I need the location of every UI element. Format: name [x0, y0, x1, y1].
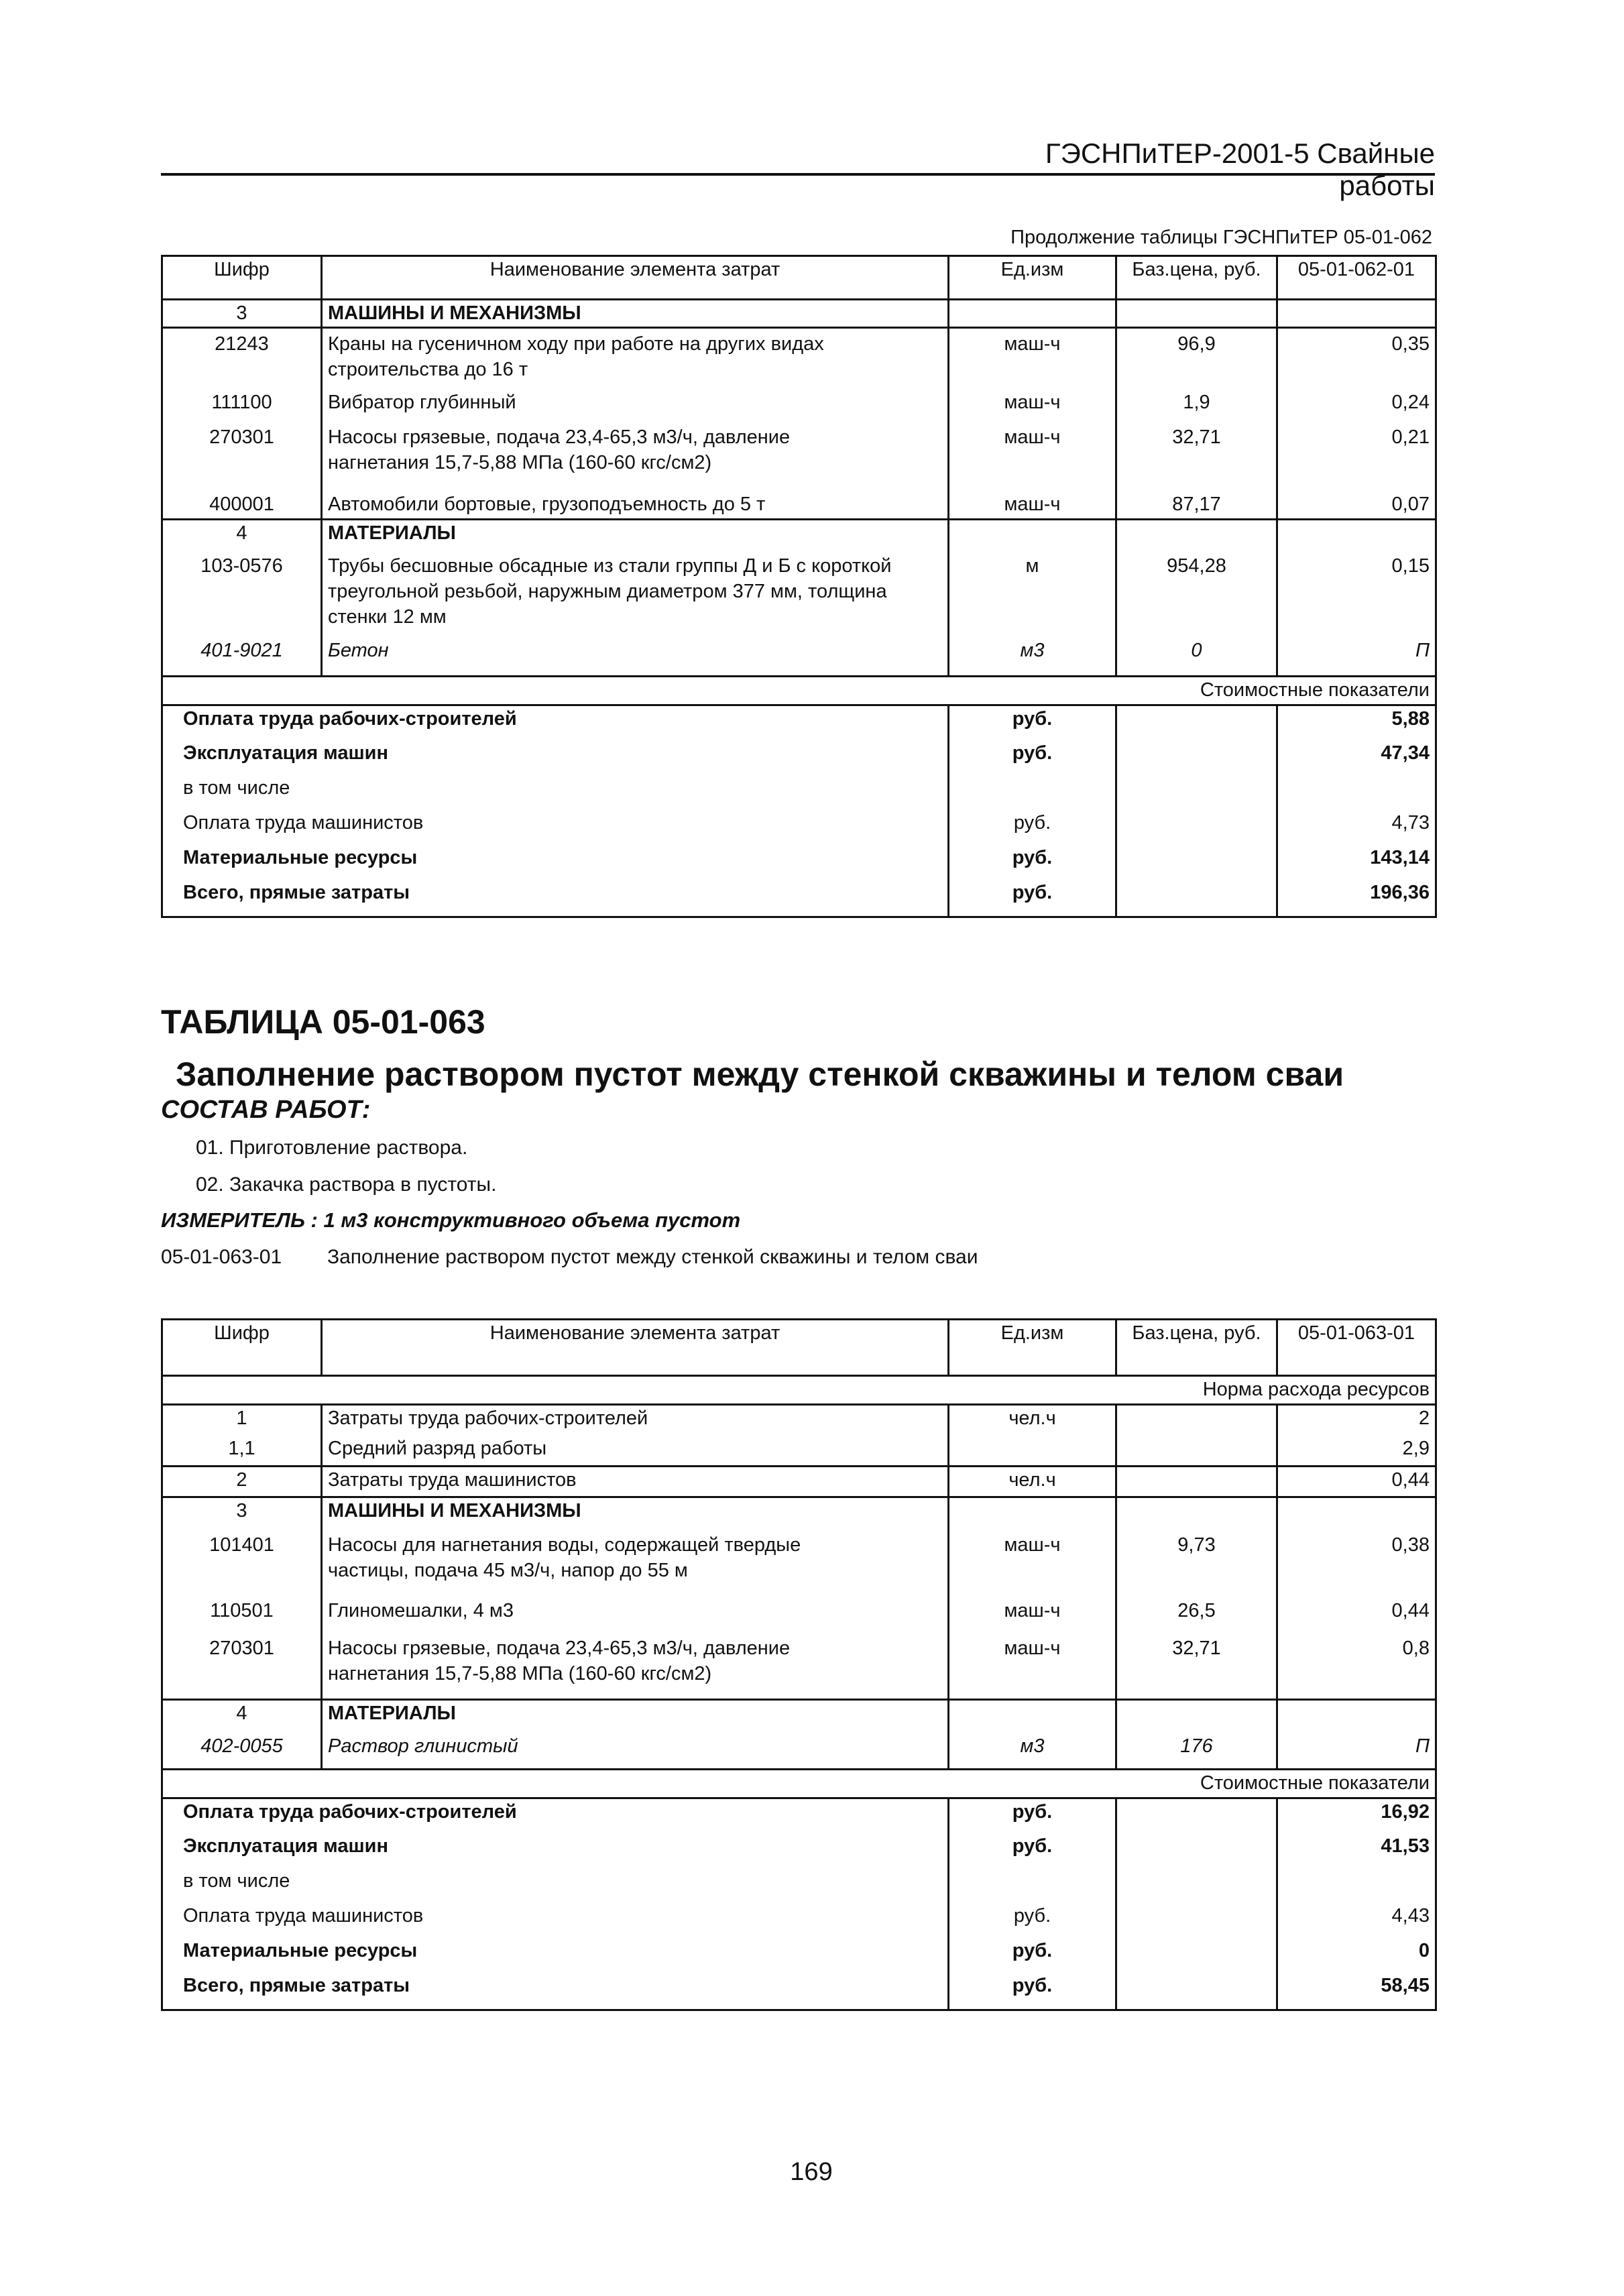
table-row	[162, 1526, 1436, 1598]
cost-unit: руб.	[949, 1833, 1116, 1868]
cost-value	[1277, 1868, 1436, 1903]
row-value: 0,38	[1277, 1526, 1436, 1598]
row-price: 1,9	[1116, 390, 1277, 424]
row-name: Краны на гусеничном ходу при работе на других видах строительства до 16 т	[322, 328, 949, 390]
row-unit: маш-ч	[949, 1635, 1116, 1700]
row-code: 21243	[162, 328, 322, 390]
cost-price	[1116, 845, 1277, 880]
cost-row	[162, 1798, 1436, 1833]
header-rule	[161, 173, 1435, 176]
row-code: 3	[162, 1497, 322, 1526]
cost-banner: Стоимостные показатели	[162, 677, 1436, 705]
cost-label: Оплата труда машинистов	[162, 1903, 949, 1938]
col-unit-header: Ед.изм	[949, 1320, 1116, 1376]
cost-price	[1116, 1833, 1277, 1868]
cost-row	[162, 1938, 1436, 1973]
cost-unit: руб.	[949, 1938, 1116, 1973]
cost-value: 41,53	[1277, 1833, 1436, 1868]
row-name: Раствор глинистый	[322, 1733, 949, 1770]
cost-label: в том числе	[162, 775, 949, 810]
row-value	[1277, 1700, 1436, 1733]
cost-unit: руб.	[949, 740, 1116, 775]
row-price	[1116, 300, 1277, 328]
table-header-row	[162, 256, 1436, 300]
row-unit: м3	[949, 1733, 1116, 1770]
row-name: Трубы бесшовные обсадные из стали группы Д и Б с короткой треугольной резьбой, наружным диаметром 377 мм, толщина стенки 12 мм	[322, 548, 949, 638]
row-price: 26,5	[1116, 1598, 1277, 1635]
row-name: Вибратор глубинный	[322, 390, 949, 424]
cost-unit	[949, 775, 1116, 810]
cost-row	[162, 1868, 1436, 1903]
row-value	[1277, 300, 1436, 328]
row-unit	[949, 1497, 1116, 1526]
row-code: 1,1	[162, 1436, 322, 1467]
row-price	[1116, 1405, 1277, 1436]
row-code: 101401	[162, 1526, 322, 1598]
table-row	[162, 638, 1436, 677]
row-price: 87,17	[1116, 492, 1277, 520]
row-unit: маш-ч	[949, 1526, 1116, 1598]
row-code: 111100	[162, 390, 322, 424]
row-value: П	[1277, 638, 1436, 677]
measure-unit: ИЗМЕРИТЕЛЬ : 1 м3 конструктивного объема пустот	[161, 1208, 741, 1232]
row-unit: маш-ч	[949, 492, 1116, 520]
table-header-row	[162, 1320, 1436, 1376]
row-code: 4	[162, 1700, 322, 1733]
row-price	[1116, 1700, 1277, 1733]
running-header: ГЭСНПиТЕР-2001-5 Свайные работы	[1045, 137, 1435, 201]
cost-price	[1116, 740, 1277, 775]
cost-label: Оплата труда машинистов	[162, 810, 949, 845]
cost-value: 47,34	[1277, 740, 1436, 775]
cost-value: 4,43	[1277, 1903, 1436, 1938]
row-name: Затраты труда машинистов	[322, 1467, 949, 1497]
cost-unit: руб.	[949, 1798, 1116, 1833]
table-row	[162, 548, 1436, 638]
cost-value: 16,92	[1277, 1798, 1436, 1833]
row-value: 0,44	[1277, 1598, 1436, 1635]
norm-description: Заполнение раствором пустот между стенкой скважины и телом сваи	[327, 1246, 978, 1268]
table-title: ТАБЛИЦА 05-01-063	[161, 1003, 485, 1041]
table-row	[162, 1733, 1436, 1770]
row-name: Насосы для нагнетания воды, содержащей твердые частицы, подача 45 м3/ч, напор до 55 м	[322, 1526, 949, 1598]
row-code: 1	[162, 1405, 322, 1436]
row-price: 96,9	[1116, 328, 1277, 390]
row-code: 2	[162, 1467, 322, 1497]
work-composition-heading: СОСТАВ РАБОТ:	[161, 1096, 371, 1124]
row-price: 9,73	[1116, 1526, 1277, 1598]
row-name: МАТЕРИАЛЫ	[322, 520, 949, 548]
cost-row	[162, 740, 1436, 775]
cost-value: 58,45	[1277, 1973, 1436, 2010]
col-name-header: Наименование элемента затрат	[322, 1320, 949, 1376]
table-row	[162, 1635, 1436, 1700]
cost-row	[162, 1903, 1436, 1938]
row-code: 402-0055	[162, 1733, 322, 1770]
row-price	[1116, 1497, 1277, 1526]
row-unit	[949, 1436, 1116, 1467]
cost-unit: руб.	[949, 1903, 1116, 1938]
col-code-header: Шифр	[162, 256, 322, 300]
cost-label: Материальные ресурсы	[162, 1938, 949, 1973]
row-name: Глиномешалки, 4 м3	[322, 1598, 949, 1635]
cost-label: Материальные ресурсы	[162, 845, 949, 880]
row-value: 0,07	[1277, 492, 1436, 520]
norm-banner: Норма расхода ресурсов	[162, 1376, 1436, 1405]
cost-banner-row	[162, 1770, 1436, 1798]
col-norm-header: 05-01-062-01	[1277, 256, 1436, 300]
cost-price	[1116, 1973, 1277, 2010]
row-price: 0	[1116, 638, 1277, 677]
cost-label: Эксплуатация машин	[162, 740, 949, 775]
cost-label: в том числе	[162, 1868, 949, 1903]
row-code: 400001	[162, 492, 322, 520]
table-05-01-063	[161, 1318, 1437, 2011]
row-price	[1116, 1467, 1277, 1497]
row-value	[1277, 520, 1436, 548]
cost-row	[162, 1833, 1436, 1868]
row-value: П	[1277, 1733, 1436, 1770]
cost-unit: руб.	[949, 880, 1116, 917]
table-row	[162, 390, 1436, 424]
col-code-header: Шифр	[162, 1320, 322, 1376]
row-name: МАШИНЫ И МЕХАНИЗМЫ	[322, 1497, 949, 1526]
table-row	[162, 1598, 1436, 1635]
row-unit: маш-ч	[949, 424, 1116, 492]
cost-unit: руб.	[949, 845, 1116, 880]
work-item: 02. Закачка раствора в пустоты.	[196, 1173, 497, 1196]
cost-value: 143,14	[1277, 845, 1436, 880]
row-unit: м	[949, 548, 1116, 638]
row-value: 2,9	[1277, 1436, 1436, 1467]
row-name: Средний разряд работы	[322, 1436, 949, 1467]
row-price: 954,28	[1116, 548, 1277, 638]
cost-value: 4,73	[1277, 810, 1436, 845]
row-code: 270301	[162, 424, 322, 492]
row-value: 0,35	[1277, 328, 1436, 390]
cost-price	[1116, 1868, 1277, 1903]
row-value: 0,44	[1277, 1467, 1436, 1497]
norm-code: 05-01-063-01	[161, 1246, 282, 1268]
row-unit	[949, 300, 1116, 328]
row-price: 176	[1116, 1733, 1277, 1770]
cost-value: 5,88	[1277, 705, 1436, 740]
table-row	[162, 300, 1436, 328]
table-row	[162, 424, 1436, 492]
row-code: 401-9021	[162, 638, 322, 677]
row-name: Затраты труда рабочих-строителей	[322, 1405, 949, 1436]
cost-price	[1116, 1903, 1277, 1938]
cost-unit: руб.	[949, 1973, 1116, 2010]
row-price	[1116, 1436, 1277, 1467]
cost-label: Оплата труда рабочих-строителей	[162, 705, 949, 740]
row-unit	[949, 520, 1116, 548]
cost-label: Всего, прямые затраты	[162, 880, 949, 917]
cost-value	[1277, 775, 1436, 810]
norm-banner-row	[162, 1376, 1436, 1405]
cost-price	[1116, 1798, 1277, 1833]
row-unit: чел.ч	[949, 1405, 1116, 1436]
table-row	[162, 1700, 1436, 1733]
cost-row	[162, 845, 1436, 880]
cost-value: 0	[1277, 1938, 1436, 1973]
table-row	[162, 1405, 1436, 1436]
row-name: Бетон	[322, 638, 949, 677]
table-row	[162, 1467, 1436, 1497]
cost-price	[1116, 810, 1277, 845]
table-subtitle: Заполнение раствором пустот между стенкой скважины и телом сваи	[176, 1055, 1344, 1093]
col-price-header: Баз.цена, руб.	[1116, 256, 1277, 300]
row-name: МАТЕРИАЛЫ	[322, 1700, 949, 1733]
row-code: 270301	[162, 1635, 322, 1700]
row-name: Автомобили бортовые, грузоподъемность до 5 т	[322, 492, 949, 520]
row-value: 2	[1277, 1405, 1436, 1436]
row-code: 103-0576	[162, 548, 322, 638]
cost-unit: руб.	[949, 810, 1116, 845]
cost-unit	[949, 1868, 1116, 1903]
page-number: 169	[790, 2158, 833, 2186]
cost-banner-row	[162, 677, 1436, 705]
row-name: Насосы грязевые, подача 23,4-65,3 м3/ч, давление нагнетания 15,7-5,88 МПа (160-60 кгс/см2)	[322, 1635, 949, 1700]
col-name-header: Наименование элемента затрат	[322, 256, 949, 300]
cost-price	[1116, 775, 1277, 810]
cost-row	[162, 775, 1436, 810]
row-price: 32,71	[1116, 1635, 1277, 1700]
cost-price	[1116, 880, 1277, 917]
row-unit: маш-ч	[949, 390, 1116, 424]
table-05-01-062	[161, 255, 1437, 918]
row-code: 3	[162, 300, 322, 328]
table-row	[162, 520, 1436, 548]
row-unit: маш-ч	[949, 328, 1116, 390]
cost-value: 196,36	[1277, 880, 1436, 917]
row-value: 0,8	[1277, 1635, 1436, 1700]
row-value: 0,24	[1277, 390, 1436, 424]
col-norm-header: 05-01-063-01	[1277, 1320, 1436, 1376]
cost-row	[162, 1973, 1436, 2010]
row-unit: чел.ч	[949, 1467, 1116, 1497]
row-value: 0,15	[1277, 548, 1436, 638]
cost-row	[162, 880, 1436, 917]
table-row	[162, 1497, 1436, 1526]
cost-unit: руб.	[949, 705, 1116, 740]
table-row	[162, 492, 1436, 520]
row-name: МАШИНЫ И МЕХАНИЗМЫ	[322, 300, 949, 328]
cost-label: Эксплуатация машин	[162, 1833, 949, 1868]
row-unit: маш-ч	[949, 1598, 1116, 1635]
cost-price	[1116, 1938, 1277, 1973]
row-code: 4	[162, 520, 322, 548]
cost-row	[162, 810, 1436, 845]
cost-label: Оплата труда рабочих-строителей	[162, 1798, 949, 1833]
row-unit	[949, 1700, 1116, 1733]
row-unit: м3	[949, 638, 1116, 677]
row-value: 0,21	[1277, 424, 1436, 492]
table-row	[162, 328, 1436, 390]
cost-row	[162, 705, 1436, 740]
row-name: Насосы грязевые, подача 23,4-65,3 м3/ч, давление нагнетания 15,7-5,88 МПа (160-60 кгс/см2)	[322, 424, 949, 492]
cost-banner: Стоимостные показатели	[162, 1770, 1436, 1798]
row-code: 110501	[162, 1598, 322, 1635]
table-continuation-note: Продолжение таблицы ГЭСНПиТЕР 05-01-062	[1010, 227, 1432, 248]
cost-label: Всего, прямые затраты	[162, 1973, 949, 2010]
work-item: 01. Приготовление раствора.	[196, 1137, 468, 1159]
col-price-header: Баз.цена, руб.	[1116, 1320, 1277, 1376]
table-row	[162, 1436, 1436, 1467]
row-value	[1277, 1497, 1436, 1526]
cost-price	[1116, 705, 1277, 740]
row-price	[1116, 520, 1277, 548]
row-price: 32,71	[1116, 424, 1277, 492]
col-unit-header: Ед.изм	[949, 256, 1116, 300]
